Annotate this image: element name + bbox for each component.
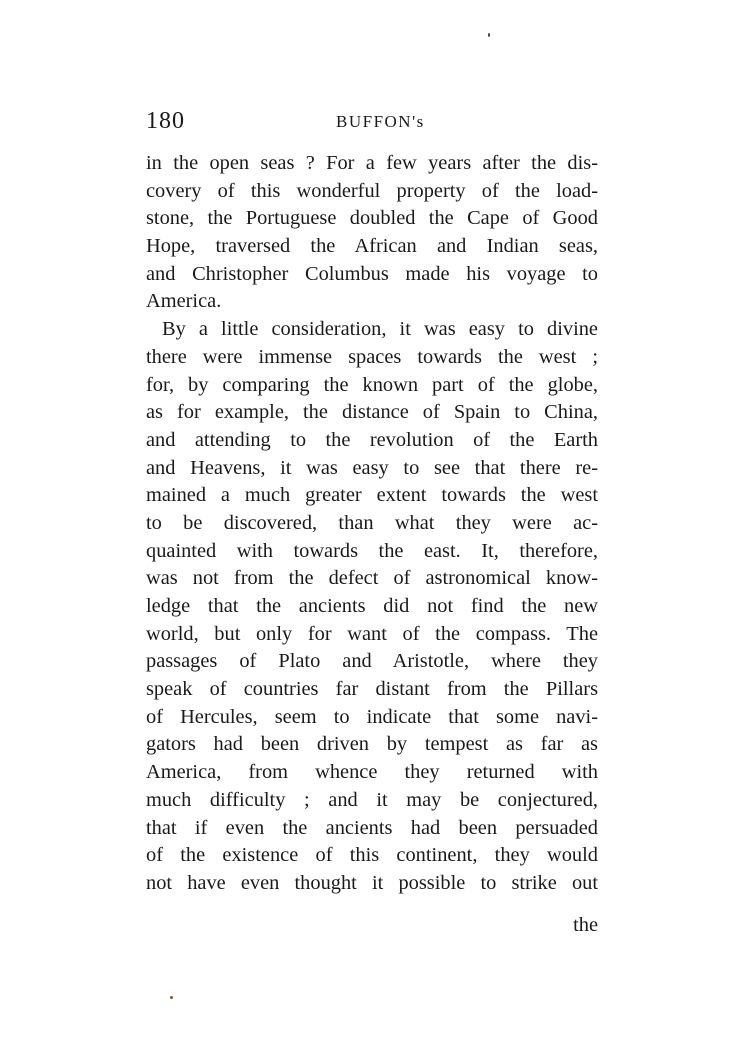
text-line: to be discovered, than what they were ac-	[146, 511, 598, 534]
text-line: speak of countries far distant from the Pillars	[146, 678, 598, 701]
text-line: America.	[146, 290, 222, 313]
text-line: for, by comparing the known part of the globe,	[146, 373, 598, 396]
text-line: not have even thought it possible to strike out	[146, 871, 598, 894]
text-line: ledge that the ancients did not find the new	[146, 595, 598, 617]
catchword: the	[573, 914, 598, 936]
text-line: world, but only for want of the compass. The	[146, 622, 598, 645]
text-line: and attending to the revolution of the Earth	[146, 428, 598, 451]
running-head: BUFFON's	[336, 112, 425, 131]
text-line: covery of this wonderful property of the load-	[146, 179, 598, 202]
text-line: passages of Plato and Aristotle, where they	[146, 650, 598, 673]
text-line: stone, the Portuguese doubled the Cape of Good	[146, 207, 598, 230]
text-line: and Heavens, it was easy to see that there re-	[146, 456, 598, 479]
text-line: of the existence of this continent, they would	[146, 844, 598, 867]
page-number: 180	[146, 108, 185, 134]
text-line: gators had been driven by tempest as far as	[146, 733, 598, 756]
print-speck	[170, 996, 173, 999]
text-line: Hope, traversed the African and Indian seas,	[146, 235, 598, 258]
page-header	[146, 108, 598, 138]
text-line: was not from the defect of astronomical know-	[146, 567, 598, 590]
text-line: as for example, the distance of Spain to China,	[146, 401, 598, 424]
text-line: quainted with towards the east. It, therefore,	[146, 539, 598, 562]
text-line: there were immense spaces towards the west ;	[146, 345, 598, 368]
print-speck	[488, 33, 490, 37]
text-line: mained a much greater extent towards the west	[146, 484, 598, 507]
text-line: that if even the ancients had been persuaded	[146, 816, 598, 839]
text-line: in the open seas ? For a few years after the dis-	[146, 152, 598, 174]
text-line: of Hercules, seem to indicate that some navi-	[146, 705, 598, 728]
text-line: By a little consideration, it was easy to divine	[162, 318, 598, 341]
text-line: America, from whence they returned with	[146, 761, 598, 784]
body-text	[146, 150, 598, 898]
text-line: much difficulty ; and it may be conjectured,	[146, 788, 598, 811]
text-line: and Christopher Columbus made his voyage to	[146, 262, 598, 285]
